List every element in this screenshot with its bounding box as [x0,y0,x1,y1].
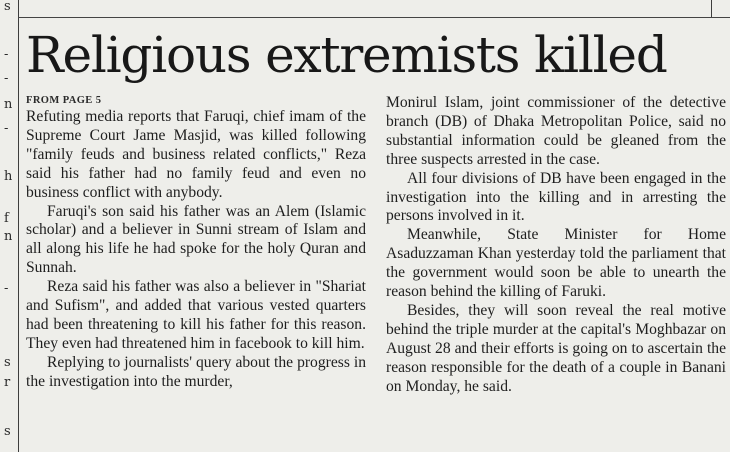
adjacent-column-fragment: r [4,375,11,390]
adjacent-column-strip [0,0,19,452]
article-column-left [26,94,366,392]
article-paragraph: All four divisions of DB have been engaged in the investigation into the killing and in arresting the persons involved in it. [386,169,726,225]
article-paragraph: Replying to journalists' query about the progress in the investigation into the murder, [26,353,366,390]
adjacent-column-fragment: - [4,121,9,136]
adjacent-column-fragment: n [4,97,13,112]
adjacent-column-fragment: s [4,0,11,14]
article-paragraph: Reza said his father was also a believer in "Shariat and Sufism", and added that various vested quarters had been threatening to kill his father for this reason. They even had threatened him in facebook to kill him. [26,278,366,352]
adjacent-column-fragment: s [4,355,11,370]
adjacent-column-fragment: - [4,71,9,86]
article-paragraph: Faruqi's son said his father was an Alem (Islamic scholar) and a believer in Sunni stream of Islam and all along his life he had spoke for the holy Quran and Sunnah. [26,202,366,277]
article-column-right [386,94,726,397]
adjacent-column-fragment: f [4,211,9,226]
article-paragraph: Refuting media reports that Faruqi, chief imam of the Supreme Court Jame Masjid, was killed following "family feuds and business related conflicts," Reza said his father had no family feud and even no business conflict with anybody. [26,108,366,201]
headline: Religious extremists killed [26,26,667,84]
adjacent-column-fragment: h [4,169,13,184]
adjacent-column-fragment: n [4,229,13,244]
adjacent-column-fragment: s [4,424,11,439]
continuation-kicker: FROM PAGE 5 [26,95,102,106]
adjacent-column-fragment: - [4,281,9,296]
article-paragraph: Monirul Islam, joint commissioner of the detective branch (DB) of Dhaka Metropolitan Police, said no substantial information could be gleaned from the three suspects arrested in the case. [386,94,726,168]
top-divider-rule [18,17,730,18]
article-paragraph: Besides, they will soon reveal the real motive behind the triple murder at the capital's Moghbazar on August 28 and their efforts is going on to ascertain the reason responsible for the death of a couple in Banani on Monday, he said. [386,301,726,395]
article-paragraph: Meanwhile, State Minister for Home Asaduzzaman Khan yesterday told the parliament that the government would soon be able to unearth the reason behind the killing of Faruki. [386,226,726,301]
column-divider-rule [711,0,712,18]
adjacent-column-fragment: - [4,47,9,62]
